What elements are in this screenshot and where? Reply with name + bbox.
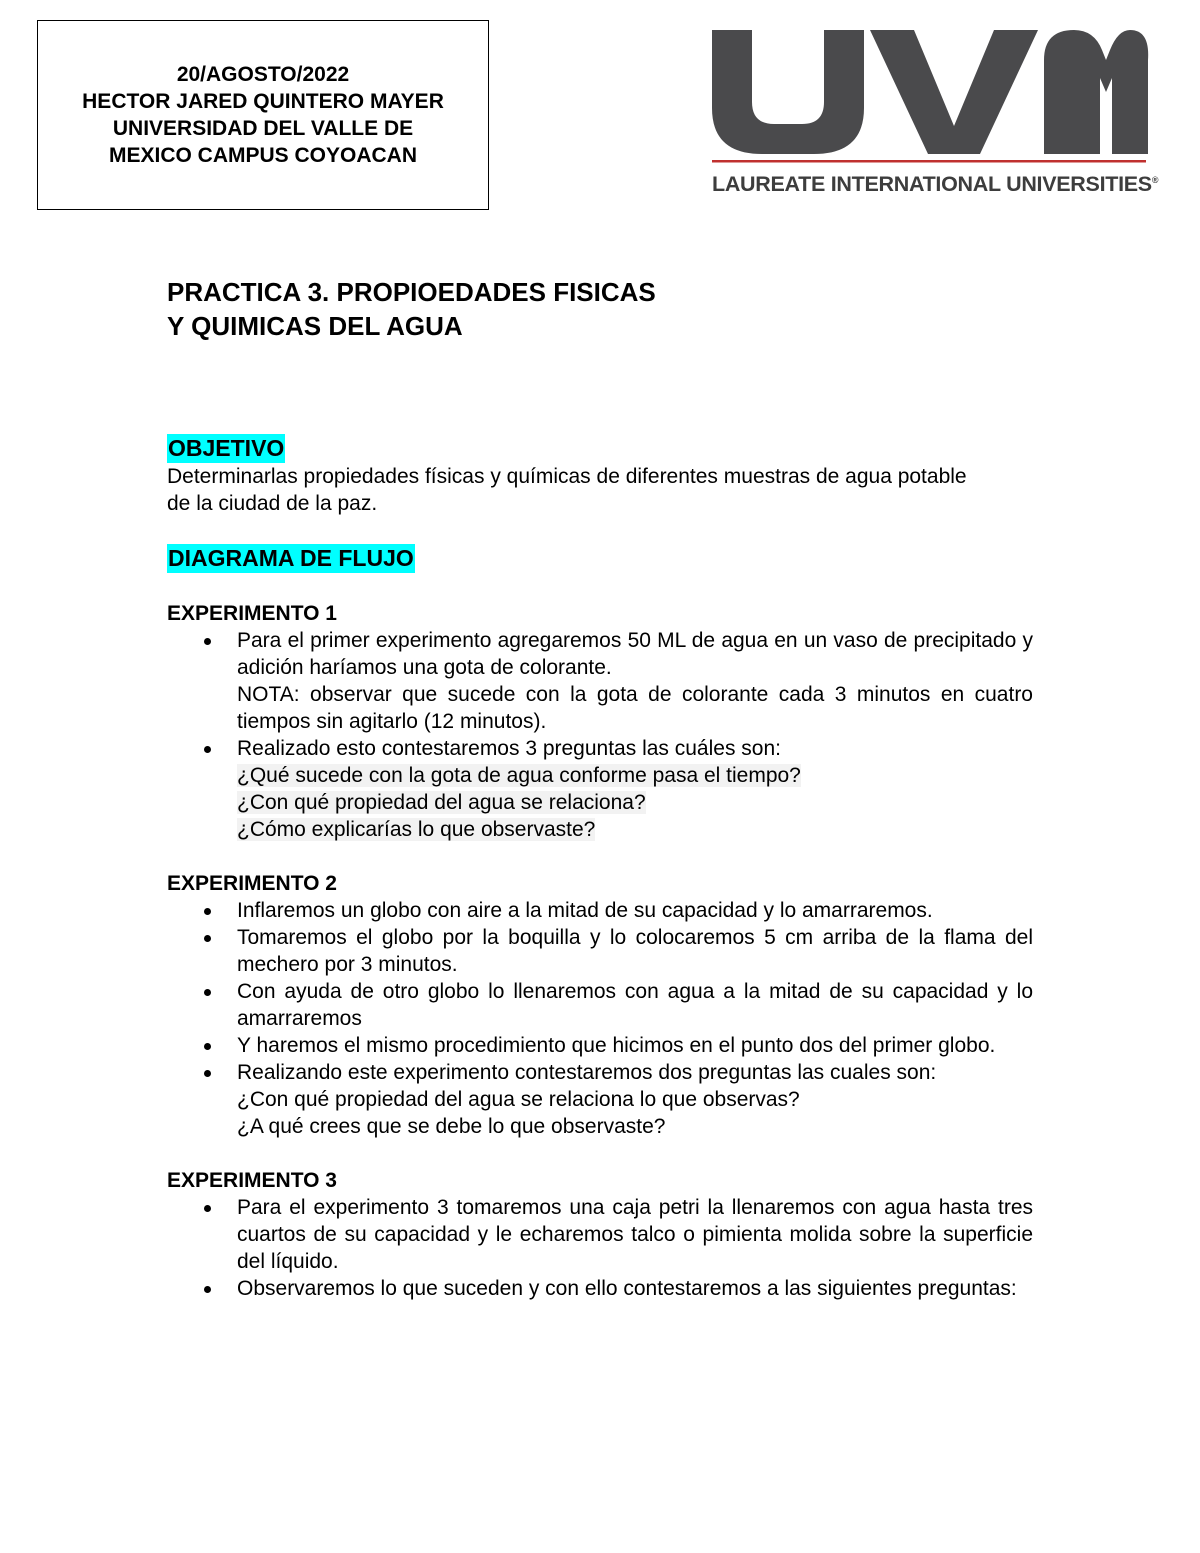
experimento-1-list (167, 627, 1033, 843)
question-text: ¿Cómo explicarías lo que observaste? (237, 818, 596, 841)
university-line: UNIVERSIDAD DEL VALLE DE (112, 117, 414, 140)
list-item (167, 1059, 1033, 1140)
uvm-letters-graphic (710, 30, 1150, 170)
list-item (167, 897, 1033, 924)
list-item (167, 1194, 1033, 1275)
experimento-2-list (167, 897, 1033, 1140)
logo-tagline: LAUREATE INTERNATIONAL UNIVERSITIES (712, 172, 1152, 196)
note-text: NOTA: observar que sucede con la gota de colorante cada 3 minutos en cuatro tiempos sin agitarlo (12 minutos). (237, 683, 1033, 733)
list-item-text: Con ayuda de otro globo lo llenaremos con agua a la mitad de su capacidad y lo amarraremos (237, 980, 1033, 1030)
list-item (167, 735, 1033, 843)
date-line: 20/AGOSTO/2022 (176, 63, 350, 86)
list-item (167, 1275, 1033, 1302)
list-item-text: Para el primer experimento agregaremos 50 ML de agua en un vaso de precipitado y adición haríamos una gota de colorante. (237, 629, 1033, 679)
list-item (167, 978, 1033, 1032)
question-text: ¿A qué crees que se debe lo que observaste? (237, 1115, 666, 1138)
experimento-2-title: EXPERIMENTO 2 (167, 872, 337, 895)
title-line-2: Y QUIMICAS DEL AGUA (167, 311, 463, 341)
diagrama-heading: DIAGRAMA DE FLUJO (168, 545, 414, 571)
registered-mark: ® (1151, 174, 1159, 185)
question-text: ¿Con qué propiedad del agua se relaciona? (237, 791, 646, 814)
list-item-text: Tomaremos el globo por la boquilla y lo colocaremos 5 cm arriba de la flama del mechero por 3 minutos. (237, 926, 1033, 976)
author-name-line: HECTOR JARED QUINTERO MAYER (82, 90, 444, 113)
list-item-text: Observaremos lo que suceden y con ello contestaremos a las siguientes preguntas: (237, 1277, 1017, 1300)
objetivo-text: Determinarlas propiedades físicas y químicas de diferentes muestras de agua potable de la ciudad de la paz. (167, 465, 967, 515)
list-item (167, 1032, 1033, 1059)
list-item-text: Y haremos el mismo procedimiento que hicimos en el punto dos del primer globo. (237, 1034, 996, 1057)
objetivo-heading: OBJETIVO (168, 435, 285, 461)
list-item-text: Realizando este experimento contestaremos dos preguntas las cuales son: (237, 1061, 937, 1084)
list-item-text: Realizado esto contestaremos 3 preguntas las cuáles son: (237, 737, 781, 760)
experimento-1-title: EXPERIMENTO 1 (167, 602, 337, 625)
list-item-text: Inflaremos un globo con aire a la mitad de su capacidad y lo amarraremos. (237, 899, 933, 922)
document-body (167, 275, 1033, 1302)
experimento-3-list (167, 1194, 1033, 1302)
page-title (167, 275, 1033, 343)
list-item (167, 924, 1033, 978)
campus-line: MEXICO CAMPUS COYOACAN (108, 144, 418, 167)
author-info-box (37, 20, 489, 210)
uvm-logo (710, 30, 1159, 202)
list-item (167, 627, 1033, 735)
question-text: ¿Con qué propiedad del agua se relaciona lo que observas? (237, 1088, 800, 1111)
question-text: ¿Qué sucede con la gota de agua conforme pasa el tiempo? (237, 764, 801, 787)
title-line-1: PRACTICA 3. PROPIOEDADES FISICAS (167, 277, 656, 307)
experimento-3-title: EXPERIMENTO 3 (167, 1169, 337, 1192)
list-item-text: Para el experimento 3 tomaremos una caja petri la llenaremos con agua hasta tres cuartos de su capacidad y le echaremos talco o pimienta molida sobre la superficie del líquido. (237, 1196, 1033, 1273)
